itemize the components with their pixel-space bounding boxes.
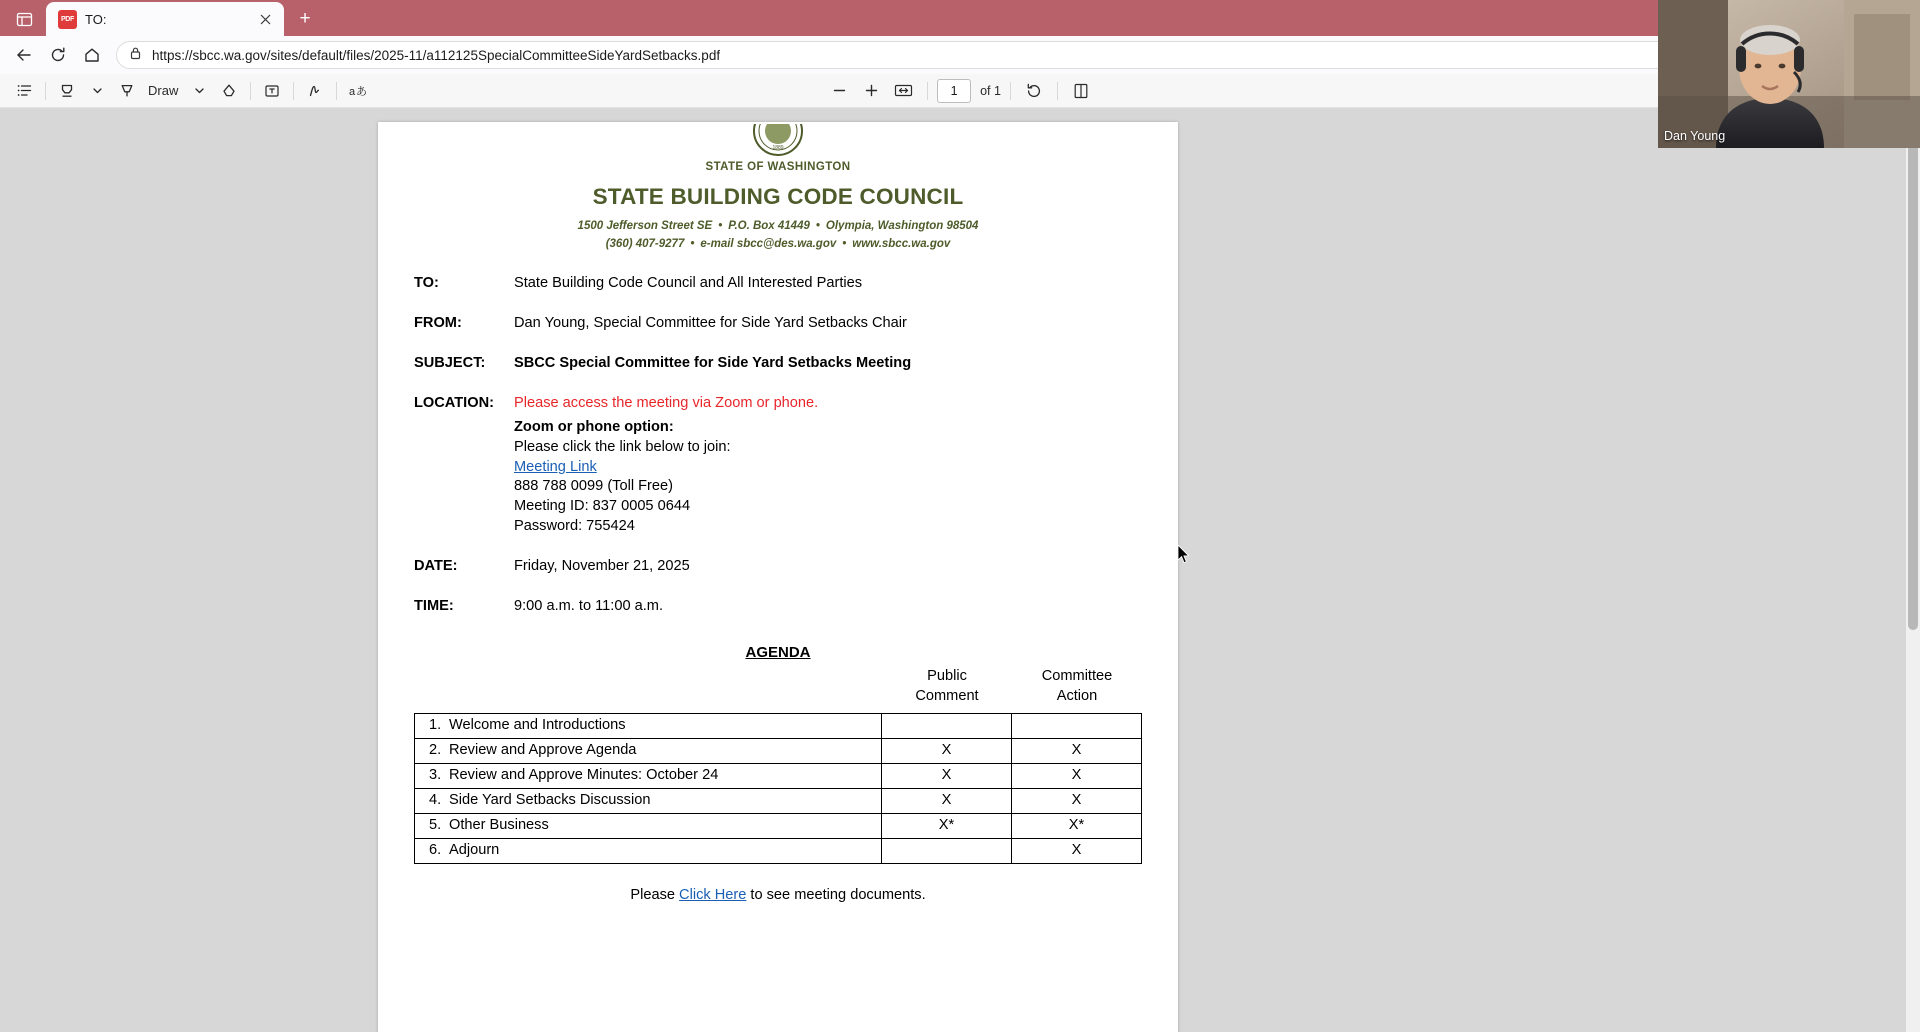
- agenda-item-cell: [415, 763, 882, 788]
- state-seal: [414, 122, 1142, 158]
- draw-pen-icon[interactable]: [113, 78, 141, 104]
- memo-row-to: [414, 274, 1142, 294]
- agenda-item-cell: [415, 738, 882, 763]
- council-title: STATE BUILDING CODE COUNCIL: [592, 183, 964, 209]
- toolbar-divider: [336, 82, 337, 100]
- rotate-icon[interactable]: [1020, 78, 1048, 104]
- table-row: [415, 838, 1142, 863]
- signature-icon[interactable]: [301, 78, 329, 104]
- zoom-in-icon[interactable]: [857, 78, 885, 104]
- zoom-phone: 888 788 0099 (Toll Free): [514, 478, 674, 495]
- memo-to-label: TO:: [414, 275, 439, 292]
- memo-location-value: Please access the meeting via Zoom or phone.: [514, 395, 819, 411]
- table-row: [415, 713, 1142, 738]
- agenda-item-number: 5.: [429, 816, 442, 833]
- toolbar-divider: [927, 82, 928, 100]
- draw-chevron-down-icon[interactable]: [185, 78, 213, 104]
- memo-subject-value: SBCC Special Committee for Side Yard Setbacks Meeting: [514, 355, 912, 372]
- committee-action-line1: Committee: [1041, 667, 1113, 684]
- agenda-committee-action-cell: X: [1012, 763, 1142, 788]
- tab-strip: [0, 0, 1920, 36]
- memo-to-value: State Building Code Council and All Interested Parties: [514, 275, 863, 292]
- home-icon[interactable]: [76, 40, 108, 70]
- memo-from-label: FROM:: [414, 315, 462, 332]
- public-comment-line1: Public: [927, 667, 967, 684]
- agenda-item-label: Side Yard Setbacks Discussion: [449, 791, 651, 808]
- agenda-item-cell: [415, 788, 882, 813]
- address-website: www.sbcc.wa.gov: [852, 237, 951, 250]
- navigation-bar: [0, 36, 1920, 74]
- draw-label[interactable]: Draw: [148, 83, 179, 98]
- agenda-item-cell: [415, 838, 882, 863]
- meeting-link[interactable]: Meeting Link: [514, 458, 597, 475]
- agenda-item-label: Other Business: [449, 816, 549, 833]
- agenda-item-cell: [415, 713, 882, 738]
- agenda-item-number: 2.: [429, 741, 442, 758]
- agenda-public-comment-cell: X: [882, 738, 1012, 763]
- pdf-page-controls: [0, 78, 1920, 104]
- agenda-title: AGENDA: [745, 643, 811, 661]
- zoom-details-block: [514, 418, 1142, 537]
- address-line-1: [414, 219, 1142, 235]
- pdf-page: [378, 122, 1178, 1032]
- memo-time-label: TIME:: [414, 597, 454, 614]
- agenda-public-comment-cell: [882, 838, 1012, 863]
- memo-row-subject: [414, 354, 1142, 374]
- zoom-out-icon[interactable]: [825, 78, 853, 104]
- page-number-input[interactable]: 1: [937, 79, 971, 103]
- memo-time-value: 9:00 a.m. to 11:00 a.m.: [514, 597, 663, 614]
- zoom-meeting-id: Meeting ID: 837 0005 0644: [514, 498, 691, 515]
- memo-row-location: [414, 394, 1142, 414]
- pdf-toolbar: [0, 74, 1920, 108]
- memo-from-value: Dan Young, Special Committee for Side Yard Setbacks Chair: [514, 315, 907, 332]
- video-feed: [1658, 0, 1920, 148]
- toolbar-divider: [250, 82, 251, 100]
- bullet-separator-icon: •: [842, 237, 847, 250]
- agenda-committee-action-cell: X*: [1012, 813, 1142, 838]
- zoom-heading: Zoom or phone option:: [514, 418, 674, 435]
- page-total-label: of 1: [980, 83, 1001, 98]
- state-of-washington-label: STATE OF WASHINGTON: [705, 161, 851, 173]
- address-city: Olympia, Washington 98504: [825, 220, 979, 233]
- footnote: [414, 886, 1142, 906]
- agenda-public-comment-cell: X: [882, 763, 1012, 788]
- participant-name-label: Dan Young: [1664, 129, 1726, 143]
- refresh-icon[interactable]: [42, 40, 74, 70]
- agenda-public-comment-cell: X: [882, 788, 1012, 813]
- tab-actions-icon[interactable]: [6, 4, 42, 34]
- lock-icon: [129, 46, 142, 65]
- agenda-table-body: [415, 713, 1142, 863]
- agenda-public-comment-cell: [882, 713, 1012, 738]
- toolbar-divider: [1010, 82, 1011, 100]
- add-text-icon[interactable]: [258, 78, 286, 104]
- table-row: [415, 813, 1142, 838]
- memo-row-time: [414, 597, 1142, 617]
- agenda-public-comment-cell: X*: [882, 813, 1012, 838]
- svg-text:あ: あ: [356, 85, 368, 98]
- agenda-item-number: 3.: [429, 766, 442, 783]
- browser-tab[interactable]: [46, 2, 284, 36]
- close-icon[interactable]: [254, 8, 276, 30]
- memo-row-date: [414, 557, 1142, 577]
- agenda-committee-action-cell: [1012, 713, 1142, 738]
- address-bar[interactable]: [116, 41, 1908, 69]
- table-of-contents-icon[interactable]: [10, 78, 38, 104]
- agenda-item-number: 4.: [429, 791, 442, 808]
- read-aloud-icon[interactable]: [344, 78, 374, 104]
- highlight-icon[interactable]: [53, 78, 81, 104]
- address-street: 1500 Jefferson Street SE: [577, 220, 713, 233]
- address-pobox: P.O. Box 41449: [728, 220, 810, 233]
- toolbar-divider: [293, 82, 294, 100]
- click-here-link[interactable]: Click Here: [679, 886, 747, 903]
- agenda-committee-action-cell: X: [1012, 838, 1142, 863]
- toolbar-divider: [45, 82, 46, 100]
- highlight-color-chevron-down-icon[interactable]: [83, 78, 111, 104]
- bullet-separator-icon: •: [718, 220, 723, 233]
- agenda-col-committee-action: [1012, 667, 1142, 707]
- scrollbar-thumb[interactable]: [1908, 110, 1918, 630]
- address-phone: (360) 407-9277: [605, 237, 685, 250]
- agenda-committee-action-cell: X: [1012, 738, 1142, 763]
- svg-text:1889: 1889: [772, 145, 784, 151]
- agenda-item-label: Welcome and Introductions: [449, 716, 626, 733]
- address-line-2: [414, 237, 1142, 253]
- toolbar-divider: [1057, 82, 1058, 100]
- bullet-separator-icon: •: [815, 220, 820, 233]
- zoom-instruction: Please click the link below to join:: [514, 438, 731, 455]
- video-overlay[interactable]: [1658, 0, 1920, 148]
- table-row: [415, 738, 1142, 763]
- bullet-separator-icon: •: [690, 237, 695, 250]
- memo-location-label: LOCATION:: [414, 395, 494, 411]
- back-arrow-icon[interactable]: [8, 40, 40, 70]
- committee-action-line2: Action: [1056, 687, 1098, 704]
- agenda-item-cell: [415, 813, 882, 838]
- fit-page-icon[interactable]: [889, 78, 918, 104]
- footnote-prefix: Please: [630, 886, 680, 903]
- document-body: [378, 122, 1178, 906]
- memo-block: [414, 274, 1142, 616]
- agenda-item-number: 6.: [429, 841, 442, 858]
- table-row: [415, 788, 1142, 813]
- pdf-viewer-area[interactable]: [0, 108, 1920, 1032]
- address-bar-url: https://sbcc.wa.gov/sites/default/files/2025-11/a112125SpecialCommitteeSideYardSetbacks.pdf: [152, 47, 721, 63]
- public-comment-line2: Comment: [915, 687, 979, 704]
- table-row: [415, 763, 1142, 788]
- agenda-table: [414, 713, 1142, 864]
- agenda-column-headers: [414, 667, 1142, 707]
- zoom-password: Password: 755424: [514, 518, 635, 535]
- address-email: e-mail sbcc@des.wa.gov: [700, 237, 837, 250]
- mouse-cursor: [1178, 545, 1190, 564]
- agenda-item-number: 1.: [429, 716, 442, 733]
- new-tab-button[interactable]: +: [299, 8, 311, 29]
- erase-icon[interactable]: [215, 78, 243, 104]
- agenda-item-label: Review and Approve Minutes: October 24: [449, 766, 719, 783]
- agenda-committee-action-cell: X: [1012, 788, 1142, 813]
- footnote-suffix: to see meeting documents.: [746, 886, 926, 903]
- memo-row-from: [414, 314, 1142, 334]
- agenda-item-label: Review and Approve Agenda: [449, 741, 637, 758]
- tab-title: TO:: [85, 11, 107, 27]
- pdf-favicon-icon: PDF: [58, 10, 77, 29]
- agenda-col-public-comment: [882, 667, 1012, 707]
- memo-subject-label: SUBJECT:: [414, 355, 486, 372]
- vertical-scrollbar[interactable]: [1906, 108, 1920, 1032]
- memo-date-label: DATE:: [414, 557, 458, 574]
- page-view-icon[interactable]: [1067, 78, 1095, 104]
- agenda-item-label: Adjourn: [449, 841, 500, 858]
- memo-date-value: Friday, November 21, 2025: [514, 557, 690, 574]
- svg-text:a: a: [349, 85, 356, 98]
